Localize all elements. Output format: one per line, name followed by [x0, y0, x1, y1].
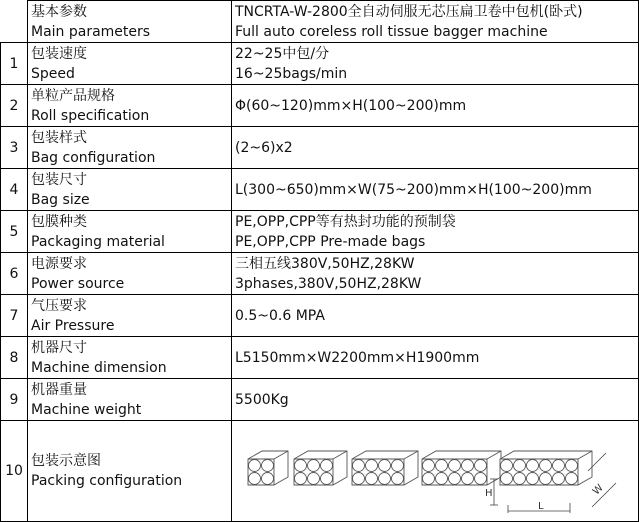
table-row [1, 127, 639, 169]
dimension-label-w: W [590, 482, 606, 498]
param-label [28, 295, 232, 337]
roll-pack-icon [248, 451, 288, 485]
param-label [28, 211, 232, 253]
param-label-cn: 包装样式 [31, 129, 87, 146]
param-value [232, 43, 639, 85]
param-value: L(300~650)mm×W(75~200)mm×H(100~200)mm [232, 169, 639, 211]
row-number: 3 [1, 127, 28, 169]
param-label-en: Packaging material [31, 233, 165, 250]
param-label [28, 43, 232, 85]
table-row [1, 337, 639, 379]
param-label-en: Speed [31, 65, 75, 82]
dimension-label-l: L [538, 501, 544, 512]
roll-pack-icon [352, 451, 418, 485]
param-value: L5150mm×W2200mm×H1900mm [232, 337, 639, 379]
param-label-cn: 单粒产品规格 [31, 87, 115, 104]
table-row [1, 253, 639, 295]
table-row [1, 169, 639, 211]
row-number: 9 [1, 379, 28, 421]
param-value-line2: 16~25bags/min [235, 65, 348, 82]
param-value [232, 211, 639, 253]
param-label-cn: 包装尺寸 [31, 171, 87, 188]
row-number: 6 [1, 253, 28, 295]
param-label [28, 1, 232, 43]
table-row-packing [1, 421, 639, 522]
roll-pack-icon [294, 451, 347, 485]
param-value-line2: PE,OPP,CPP Pre-made bags [235, 233, 426, 250]
param-label-en: Packing configuration [31, 473, 183, 489]
param-label-en: Roll specification [31, 107, 150, 124]
param-label [28, 337, 232, 379]
table-row [1, 43, 639, 85]
param-label-en: Main parameters [31, 23, 151, 40]
param-value-line1: 22~25中包/分 [235, 45, 330, 62]
param-label-cn: 气压要求 [31, 297, 87, 314]
row-number: 4 [1, 169, 28, 211]
param-label-en: Machine weight [31, 401, 142, 418]
param-label-cn: 包装示意图 [31, 453, 101, 469]
param-label [28, 379, 232, 421]
param-label-cn: 电源要求 [31, 255, 87, 272]
row-number: 1 [1, 43, 28, 85]
param-label-cn: 基本参数 [31, 3, 87, 20]
param-label-cn: 机器尺寸 [31, 339, 87, 356]
param-label-cn: 包装速度 [31, 45, 87, 62]
table-row [1, 1, 639, 43]
row-number: 7 [1, 295, 28, 337]
param-value [232, 1, 639, 43]
row-number [1, 1, 28, 43]
param-label-en: Machine dimension [31, 359, 167, 376]
param-label [28, 421, 232, 522]
param-label-en: Bag size [31, 191, 90, 208]
param-label [28, 127, 232, 169]
table-row [1, 211, 639, 253]
param-label-en: Power source [31, 275, 125, 292]
table-row [1, 379, 639, 421]
table-row [1, 85, 639, 127]
param-value-line2: Full auto coreless roll tissue bagger machine [235, 23, 548, 40]
table-row [1, 295, 639, 337]
param-value: 0.5~0.6 MPA [232, 295, 639, 337]
row-number: 5 [1, 211, 28, 253]
param-value-line2: 3phases,380V,50HZ,28KW [235, 275, 422, 292]
param-label-en: Air Pressure [31, 317, 115, 334]
row-number: 2 [1, 85, 28, 127]
param-label-cn: 包膜种类 [31, 213, 87, 230]
dimension-label-h: H [485, 488, 493, 499]
param-value: Φ(60~120)mm×H(100~200)mm [232, 85, 639, 127]
packing-diagram-cell [232, 421, 639, 522]
param-value: 5500Kg [232, 379, 639, 421]
param-value-line1: TNCRTA-W-2800全自动伺服无芯压扁卫卷中包机(卧式) [235, 3, 583, 20]
row-number: 8 [1, 337, 28, 379]
param-label [28, 85, 232, 127]
packing-diagram [232, 421, 638, 515]
roll-pack-icon [500, 451, 592, 485]
param-label [28, 169, 232, 211]
param-value-line1: 三相五线380V,50HZ,28KW [235, 255, 415, 272]
param-value [232, 253, 639, 295]
param-label-en: Bag configuration [31, 149, 156, 166]
param-value-line1: PE,OPP,CPP等有热封功能的预制袋 [235, 213, 456, 230]
param-value: (2~6)x2 [232, 127, 639, 169]
param-label-cn: 机器重量 [31, 381, 87, 398]
param-label [28, 253, 232, 295]
row-number: 10 [1, 421, 28, 522]
roll-pack-icon [422, 451, 501, 485]
